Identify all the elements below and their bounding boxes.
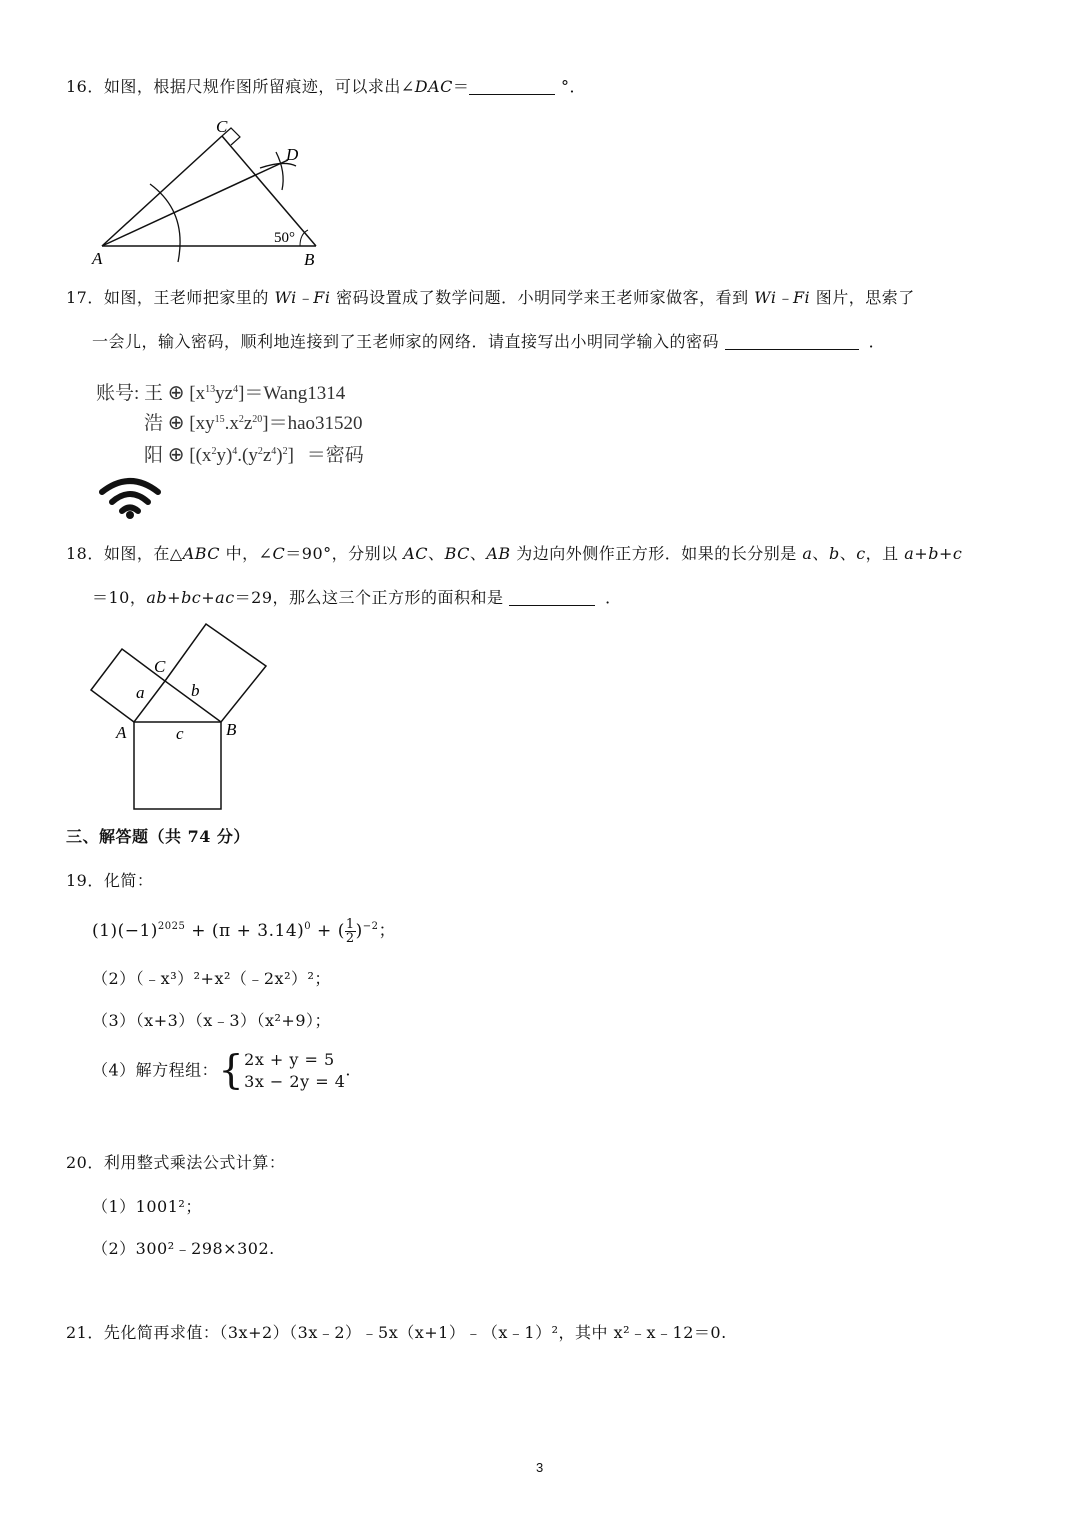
q17-number: 17．	[66, 288, 104, 307]
q16-eq: ＝	[452, 77, 470, 96]
q17-row2	[144, 408, 363, 435]
q16-angle-arc	[300, 230, 308, 246]
q18-sep4: 、	[839, 544, 857, 563]
q19-p4-system	[244, 1049, 345, 1093]
q19-part4	[92, 1048, 351, 1093]
q20-part1: （1）1001²；	[92, 1197, 202, 1216]
q18-sep3: 、	[812, 544, 829, 563]
q16-side-ac	[102, 136, 222, 246]
q19-p1-end: ；	[378, 921, 397, 941]
page-number: 3	[536, 1460, 544, 1475]
q17-row2-expr: [$xy^{15}.x^2z^{20}$	[189, 413, 263, 434]
q19-p1-plus1: + (π + 3.14)	[185, 921, 305, 941]
q19-p1-close: )	[355, 921, 363, 941]
q19-p1-base: (−1)	[117, 921, 158, 941]
q17-answer-blank[interactable]	[725, 333, 859, 350]
q16-tail: °．	[555, 77, 587, 96]
q21-body: 先化简再求值：（3x+2）（3x﹣2）﹣5x（x+1）﹣（x﹣1）²，其中 x²﹣x﹣12＝0.	[103, 1323, 727, 1342]
q18-label-b-vertex: B	[226, 720, 237, 739]
q17-line2-tail: ．	[868, 332, 886, 351]
q18-ac: AC	[403, 544, 429, 563]
section-title: 三、解答题（共 74 分）	[66, 827, 250, 846]
q19-p1-num: 1	[345, 917, 355, 932]
q18-line1-d: 为边向外侧作正方形．如果的长分别是	[510, 544, 803, 563]
q17-line1-a: 如图，王老师把家里的	[103, 288, 275, 307]
q17-row1-expr: [$x^{13}yz^4$	[189, 383, 239, 404]
q17-wifi-term: Wi﹣Fi	[274, 288, 331, 307]
q19-p1-plus2: + (	[311, 921, 345, 941]
q18-answer-blank[interactable]	[509, 589, 595, 606]
q16-angle: DAC	[414, 77, 453, 96]
q18-label-c-vertex: C	[154, 657, 166, 676]
q19-p1-label: (1)	[92, 921, 118, 941]
q17-row2-eq: ]＝hao31520	[262, 413, 363, 434]
q16-label-a: A	[92, 249, 103, 268]
q17-row3-expr: $[(x^2y)^4.(y^2z^4)^2]$	[189, 445, 294, 466]
q19-p1-exp1: 2025	[157, 921, 186, 932]
q18-figure	[86, 616, 276, 816]
circle-plus-icon: ⊕	[167, 382, 185, 404]
q18-c: c	[856, 544, 866, 563]
q16-ray-ad	[102, 160, 288, 246]
q17-line2	[92, 331, 885, 353]
q19-p4-end: .	[345, 1060, 351, 1080]
q16-label-c: C	[216, 117, 228, 136]
q18-tri: ABC	[182, 544, 221, 563]
q16-text	[66, 76, 586, 98]
q17-row3-eq: ＝密码	[306, 445, 364, 466]
q20-title	[66, 1152, 285, 1174]
q17-line2-text: 一会儿，输入密码，顺利地连接到了王老师家的网络．请直接写出小明同学输入的密码	[92, 332, 725, 351]
q19-title	[66, 870, 153, 892]
q19-p1-exp2: 0	[304, 921, 312, 932]
q18-label-c-side: c	[176, 724, 184, 743]
q17-row3-prefix: 阳	[144, 445, 164, 466]
q18-c-ang: C	[272, 544, 286, 563]
q18-b: b	[828, 544, 840, 563]
q20-number: 20．	[66, 1153, 104, 1172]
q18-label-b-side: b	[191, 681, 200, 700]
q16-side-bc	[222, 136, 316, 246]
q19-part1	[92, 916, 396, 946]
q19-p4-label: （4）解方程组：	[92, 1060, 219, 1080]
q19-p1-fraction	[345, 918, 356, 945]
q18-line1-a: 如图，在△	[103, 544, 183, 563]
q18-label-a-side: a	[136, 683, 145, 702]
q19-p4-eq1: 2x + y = 5	[244, 1049, 335, 1069]
q19-title-text: 化简：	[103, 871, 154, 890]
q19-number: 19．	[66, 871, 104, 890]
q18-line1-c: ＝90°，分别以	[285, 544, 404, 563]
q16-label-d: D	[286, 145, 299, 164]
q17-line1-b: 密码设置成了数学问题．小明同学来王老师家做客，看到	[330, 288, 755, 307]
q18-line2	[92, 587, 622, 609]
q19-p1-den: 2	[345, 931, 355, 946]
brace-icon: {	[218, 1047, 245, 1094]
q21-text	[66, 1322, 727, 1344]
q18-line1-e: ，且	[865, 544, 905, 563]
q20-part2: （2）300²﹣298×302.	[92, 1239, 275, 1258]
q17-row1	[96, 378, 345, 405]
q18-abbcac: ab+bc+ac	[146, 588, 235, 607]
q16-figure	[88, 112, 328, 272]
q18-line2-a: ＝10，	[92, 588, 147, 607]
q18-square-b	[165, 624, 266, 722]
q16-label-angle: 50°	[274, 230, 295, 246]
q17-wifi-term-2: Wi﹣Fi	[754, 288, 811, 307]
circle-plus-icon: ⊕	[167, 412, 185, 434]
q18-a: a	[802, 544, 813, 563]
q19-part2: （2）（﹣x³）²+x²（﹣2x²）²；	[92, 969, 331, 988]
q16-answer-blank[interactable]	[469, 78, 555, 95]
q18-number: 18．	[66, 544, 104, 563]
q16-arc-large	[150, 184, 180, 262]
q18-line2-b: ＝29，那么这三个正方形的面积和是	[234, 588, 510, 607]
q19-p1-exp3: −2	[362, 921, 379, 932]
q20-title-text: 利用整式乘法公式计算：	[103, 1153, 286, 1172]
q21-number: 21．	[66, 1323, 104, 1342]
q16-number: 16．	[66, 77, 104, 96]
q16-label-b: B	[304, 250, 315, 269]
q17-row1-prefix: 账号: 王	[96, 383, 164, 404]
q18-label-a-vertex: A	[116, 723, 127, 742]
q18-line2-tail: ．	[605, 588, 622, 607]
q18-abc-sum: a+b+c	[904, 544, 963, 563]
q16-arc-d2	[276, 152, 283, 190]
q17-row2-prefix: 浩	[144, 413, 164, 434]
circle-plus-icon: ⊕	[167, 444, 185, 466]
q18-line1	[66, 543, 962, 565]
q17-row3	[144, 440, 364, 467]
q18-sep2: 、	[469, 544, 487, 563]
q17-row1-eq: ]＝Wang1314	[238, 383, 346, 404]
q18-bc: BC	[444, 544, 470, 563]
q19-p4-eq2: 3x − 2y = 4	[244, 1071, 346, 1091]
q19-part3: （3）（x+3）（x﹣3）（x²+9）；	[92, 1011, 332, 1030]
q18-sep1: 、	[428, 544, 445, 563]
q17-line1-c: 图片，思索了	[810, 288, 915, 307]
q16-body: 如图，根据尺规作图所留痕迹，可以求出∠	[103, 77, 415, 96]
q17-figure	[94, 376, 404, 526]
q16-arc-d1	[260, 163, 296, 168]
wifi-icon	[98, 474, 162, 520]
q18-ab: AB	[486, 544, 511, 563]
q17-line1	[66, 287, 915, 309]
q18-line1-b: 中，∠	[220, 544, 273, 563]
